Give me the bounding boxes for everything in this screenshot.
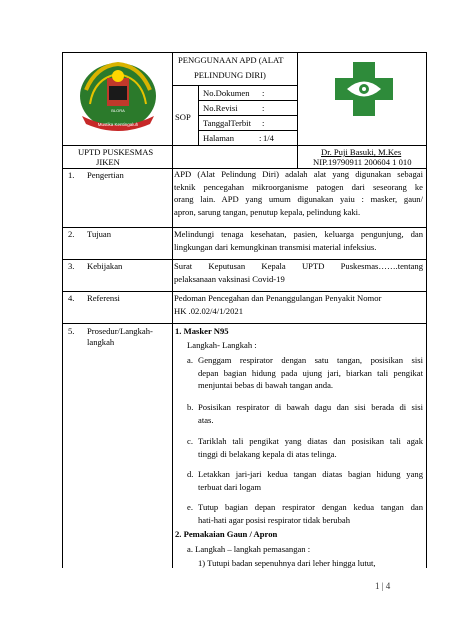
row-label-cell xyxy=(62,323,173,568)
document-title-line1: PENGGUNAAN APD (ALAT xyxy=(178,55,284,65)
kebijakan-text xyxy=(174,260,423,285)
row-number: 1. xyxy=(68,170,75,180)
step-d-text xyxy=(198,468,423,493)
row-label-prosedur: Prosedur/Langkah- xyxy=(87,326,153,336)
field-divider xyxy=(198,130,298,131)
step-letter: d. xyxy=(187,469,194,479)
blora-regency-emblem-logo xyxy=(76,56,160,136)
text-line: Genggam respirator dengan satu tangan, posisikan sisi xyxy=(198,355,423,365)
puskesmas-cross-logo xyxy=(333,60,395,118)
row-number: 5. xyxy=(68,326,75,336)
row-label-pengertian: Pengertian xyxy=(87,170,124,180)
field-value-halaman: 1/4 xyxy=(263,133,274,143)
step-b-text xyxy=(198,401,423,426)
referensi-text xyxy=(174,292,423,317)
row-number: 3. xyxy=(68,261,75,271)
field-label-no-revisi: No.Revisi xyxy=(203,103,238,113)
document-title-line2: PELINDUNG DIRI) xyxy=(194,70,266,80)
text-line: Letakkan jari-jari kedua tangan diatas bagian hidung yang xyxy=(198,469,423,479)
text-line: menjuntai bebas di bawah tangan anda. xyxy=(198,380,334,390)
step-letter: b. xyxy=(187,402,194,412)
row-number: 4. xyxy=(68,293,75,303)
step-letter: a. xyxy=(187,355,193,365)
text-line: teknik pencegahan mikroorganisme patogen dari seseorang ke xyxy=(174,181,423,192)
row-label-kebijakan: Kebijakan xyxy=(87,261,123,271)
text-line: lingkungan dari kemungkinan transmisi material infeksius. xyxy=(174,241,377,252)
text-line: Posisikan respirator di bawah dagu dan sisi berada di sisi xyxy=(198,402,423,412)
step-letter: e. xyxy=(187,502,193,512)
org-name-line2: JIKEN xyxy=(96,157,120,167)
text-line: terbuat dari logam xyxy=(198,481,261,492)
row-label-prosedur-2: langkah xyxy=(87,337,115,347)
section2-step-a1: 1) Tutupi badan sepenuhnya dari leher hingga lutut, xyxy=(198,558,376,568)
sop-label: SOP xyxy=(175,112,191,122)
text-line: apron, sarung tangan, penutup kepala, pelindung kaki. xyxy=(174,206,361,217)
text-line: Tutup bagian depan respirator dengan kedua tangan dan xyxy=(198,502,423,512)
text-line: depan bagian hidung pada ujung jari, biarkan tali pengikat xyxy=(198,367,423,378)
field-sep: : xyxy=(259,133,262,143)
section-title-masker: 1. Masker N95 xyxy=(175,326,229,336)
text-line: atas. xyxy=(198,414,214,425)
step-letter: c. xyxy=(187,436,193,446)
field-divider xyxy=(198,115,298,116)
org-name-line1: UPTD PUSKESMAS xyxy=(78,147,154,157)
logo-banner-text: Mustika Kentingaluh xyxy=(97,122,139,127)
field-divider xyxy=(198,100,298,101)
row-number: 2. xyxy=(68,229,75,239)
logo-blora-text: BLORA xyxy=(111,108,125,113)
text-line: Surat Keputusan Kepala UPTD Puskesmas…….tentang xyxy=(174,261,423,271)
text-line: tinggi di belakang kepala di atas telinga. xyxy=(198,448,337,459)
section-subtitle: Langkah- Langkah : xyxy=(187,340,257,350)
text-line: pelaksanaan vaksinasi Covid-19 xyxy=(174,273,285,284)
field-label-no-dokumen: No.Dokumen xyxy=(203,88,250,98)
tujuan-text xyxy=(174,228,423,253)
field-label-tanggal-terbit: TanggalTerbit xyxy=(203,118,251,128)
step-e-text xyxy=(198,501,423,526)
text-line: Melindungi tenaga kesehatan, pasien, keluarga pengunjung, dan xyxy=(174,229,423,239)
page-number: 1 | 4 xyxy=(375,581,391,591)
pengertian-text xyxy=(174,168,423,218)
text-line: APD (Alat Pelindung Diri) adalah alat yang digunakan sebagai xyxy=(174,169,423,179)
text-line: hati-hati agar posisi respirator tidak berubah xyxy=(198,514,351,525)
row-label-referensi: Referensi xyxy=(87,293,120,303)
field-sep: : xyxy=(262,88,265,98)
text-line: HK .02.02/4/1/2021 xyxy=(174,305,243,316)
field-sep: : xyxy=(262,118,265,128)
text-line: orang lain. APD yang umum digunakan yaiu : masker, gaun/ xyxy=(174,194,423,204)
section2-step-a: a. Langkah – langkah pemasangan : xyxy=(187,544,311,554)
signer-name: Dr. Puji Basuki, M.Kes xyxy=(321,147,402,157)
row-label-cell xyxy=(62,227,173,260)
field-label-halaman: Halaman xyxy=(203,133,235,143)
step-a-text xyxy=(198,354,423,392)
blank-cell xyxy=(172,145,298,169)
step-c-text xyxy=(198,435,423,460)
field-sep: : xyxy=(262,103,265,113)
text-line: Pedoman Pencegahan dan Penanggulangan Penyakit Nomor xyxy=(174,293,382,303)
row-label-tujuan: Tujuan xyxy=(87,229,112,239)
text-line: Tariklah tali pengikat yang diatas dan posisikan tali agak xyxy=(198,436,423,446)
signer-nip: NIP.19790911 200604 1 010 xyxy=(313,157,412,167)
section-title-gaun: 2. Pemakaian Gaun / Apron xyxy=(175,529,278,539)
